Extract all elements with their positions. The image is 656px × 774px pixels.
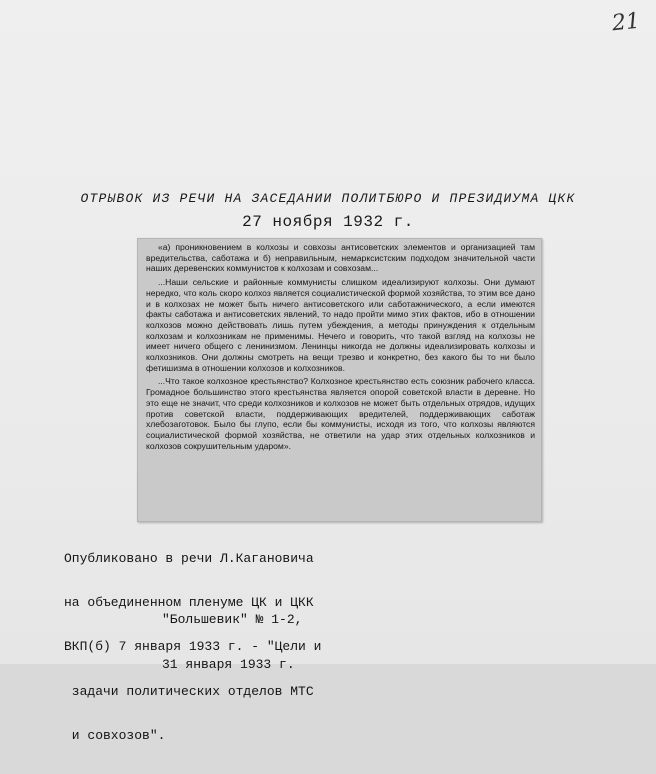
publication-note-line: на объединенном пленуме ЦК и ЦКК xyxy=(64,594,314,610)
page-number: 21 xyxy=(610,8,642,37)
source-date: 31 января 1933 г. xyxy=(162,657,295,672)
newspaper-clipping xyxy=(137,238,542,522)
clipping-paragraph: ...Наши сельские и районные коммунисты слишком идеализируют колхозы. Они думают нередко, что коль скоро колхоз является социалистической формой хозяйства, то этим все дано и в колхозах не может быть ничего антисоветского или саботажнического, а если имеются факты саботажа и антисоветских явлений, то надо пройти мимо этих фактов, ибо в отношении колхозов можно действовать лишь путем убеждения, а методы принуждения к отдельным колхозам и колхозникам не применимы. Нечего и говорить, что такой взгляд на колхозы не имеет ничего общего с ленинизмом. Ленинцы никогда не должны идеализировать колхозы и колхозников. Они должны смотреть на вещи трезво и конкретно, без какого бы то ни было фетишизма в отношении колхозов и колхозников. xyxy=(146,277,535,373)
publication-note-line: и совхозов". xyxy=(64,728,166,744)
clipping-text xyxy=(138,239,541,458)
clipping-paragraph: ...Что такое колхозное крестьянство? Колхозное крестьянство есть союзник рабочего класса. Громадное большинство этого крестьянства является опорой советской власти в деревне. Но это еще не значит, что среди колхозников и колхозов не может быть отдельных отрядов, идущих против советской власти, поддерживающих вредителей, поддерживающих саботаж хлебозаготовок. Было бы глупо, если бы коммунисты, исходя из того, что колхозы являются социалистической формой хозяйства, не ответили на удар этих отдельных колхозников и колхозов сокрушительным ударом». xyxy=(146,376,535,451)
source-citation xyxy=(162,582,302,702)
publication-note-line: ВКП(б) 7 января 1933 г. - "Цели и xyxy=(64,639,322,655)
source-journal: "Большевик" № 1-2, xyxy=(162,612,303,627)
publication-note-line: Опубликовано в речи Л.Кагановича xyxy=(64,550,314,566)
publication-note-line: задачи политических отделов МТС xyxy=(64,683,314,699)
clipping-paragraph: «а) проникновением в колхозы и совхозы антисоветских элементов и организацией там вредительства, саботажа и б) неправильным, немарксистским подходом значительной части наших деревенских коммунистов к колхозам и совхозам... xyxy=(146,242,535,274)
document-title: ОТРЫВОК ИЗ РЕЧИ НА ЗАСЕДАНИИ ПОЛИТБЮРО И ПРЕЗИДИУМА ЦКК xyxy=(80,191,576,206)
document-date: 27 ноября 1932 г. xyxy=(242,213,414,231)
